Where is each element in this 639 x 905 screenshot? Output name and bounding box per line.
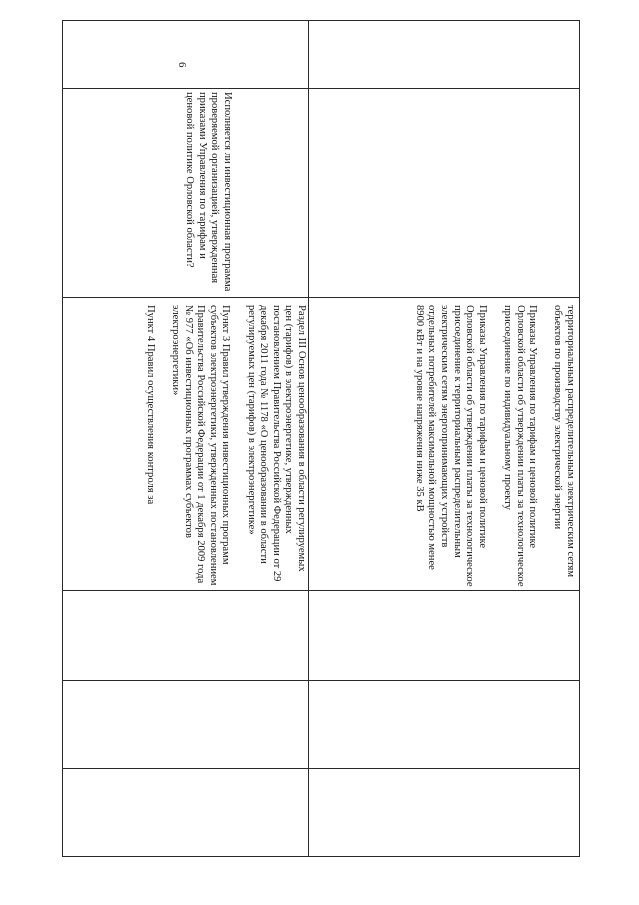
table-border-bottom [62,856,580,857]
column-separator-3 [62,590,580,591]
prev-row-act-3: Приказы Управления по тарифам и ценовой политике Орловской области об утверждении платы за технологическое присоединение к территориальным распределительным электрическим сетям энергопринимающих устройств отдельных потребителей максимальной мощностью менее 8900 кВт и на уровне напряжения ниже 35 кВ [413,305,488,587]
table-border-right [579,20,580,857]
row-number: 6 [176,62,188,68]
column-separator-2 [62,297,580,298]
column-separator-1 [62,88,580,89]
question-text: Исполняется ли инвестиционная программа проверяемой организацией, утвержденная приказами Управления по тарифам и ценовой политике Орловской области? [184,92,233,292]
row-act-3: Пункт 4 Правил осуществления контроля за [144,305,156,505]
column-separator-4 [62,680,580,681]
prev-row-act-1: территориальным распределительным электрическим сетям объектов по производству электрической энергии [552,305,576,578]
column-separator-5 [62,768,580,769]
prev-row-acts-cell [412,305,576,587]
row-separator [308,20,309,857]
question-cell [183,92,233,292]
row-act-1: Раздел III Основ ценообразования в области регулируемых цен (тарифов) в электроэнергетике, утвержденных постановлением Правительства Российской Федерации от 29 декабря 2011 года № 1178 «О ценообразовании в области регулируемых цен (тарифов) в электроэнергетике» [245,305,307,582]
table-border-top [62,20,580,21]
row-act-2: Пункт 3 Правил утверждения инвестиционных программ субъектов электроэнергетики, утвержденных постановлением Правительства Российской Федерации от 1 декабря 2009 года № 977 «Об инвестиционных программах субъектов электроэнергетики» [170,305,232,586]
prev-row-act-2: Приказы Управления по тарифам и ценовой политике Орловской области об утверждении платы за технологическое присоединение по индивидуальному проекту [502,305,539,587]
table-border-left [62,20,63,857]
row-acts-cell [143,305,307,587]
